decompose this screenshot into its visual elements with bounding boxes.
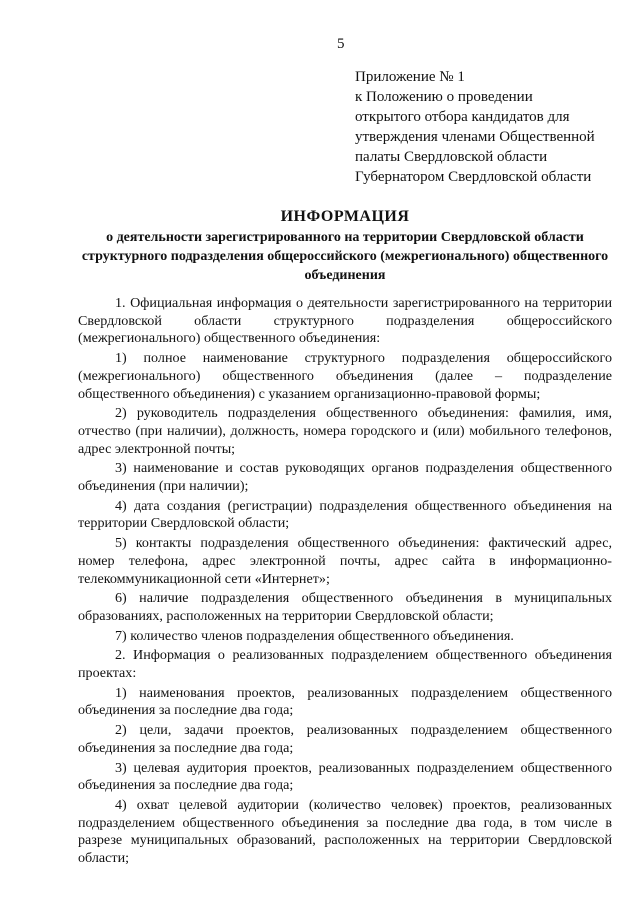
- appendix-line: открытого отбора кандидатов для: [355, 109, 570, 125]
- appendix-line: к Положению о проведении: [355, 89, 533, 105]
- appendix-header: [355, 67, 625, 187]
- paragraph: 7) количество членов подразделения общественного объединения.: [115, 627, 514, 644]
- paragraph: 1. Официальная информация о деятельности зарегистрированного на территории Свердловской области структурного подразделения общероссийского (межрегионального) общественного объединения:: [78, 295, 612, 347]
- title-main: ИНФОРМАЦИЯ: [280, 208, 410, 225]
- paragraph: 1) полное наименование структурного подразделения общероссийского (межрегионального) общественного объединения (далее – подразделение общественного объединения) с указанием организационно-правовой формы;: [78, 350, 612, 402]
- paragraph: 2. Информация о реализованных подразделением общественного объединения проектах:: [78, 647, 612, 682]
- title-subtitle: о деятельности зарегистрированного на территории Свердловской области структурного подразделения общероссийского (межрегионального) общественного объединения: [81, 230, 609, 283]
- paragraph: 6) наличие подразделения общественного объединения в муниципальных образованиях, расположенных на территории Свердловской области;: [78, 590, 612, 624]
- appendix-line: утверждения членами Общественной: [355, 129, 595, 145]
- paragraph: 4) дата создания (регистрации) подразделения общественного объединения на территории Свердловской области;: [78, 497, 612, 532]
- document-body: [78, 295, 612, 870]
- paragraph: 5) контакты подразделения общественного объединения: фактический адрес, номер телефона, адрес электронной почты, адрес сайта в информационно-телекоммуникационной сети «Интернет»;: [78, 535, 612, 587]
- appendix-line: Приложение № 1: [355, 69, 465, 85]
- paragraph: 4) охват целевой аудитории (количество человек) проектов, реализованных подразделением общественного объединения за последние два года, в том числе в разрезе муниципальных образований, расположенных на территории Свердловской области;: [78, 796, 612, 867]
- page-number: 5: [337, 36, 345, 52]
- paragraph: 1) наименования проектов, реализованных подразделением общественного объединения за последние два года;: [78, 684, 612, 719]
- paragraph: 2) цели, задачи проектов, реализованных подразделением общественного объединения за последние два года;: [78, 722, 612, 756]
- appendix-line: Губернатором Свердловской области: [355, 169, 592, 185]
- paragraph: 2) руководитель подразделения общественного объединения: фамилия, имя, отчество (при наличии), должность, номера городского и (или) мобильного телефонов, адрес электронной почты;: [78, 405, 612, 457]
- document-title: [78, 206, 612, 285]
- appendix-line: палаты Свердловской области: [355, 149, 548, 165]
- paragraph: 3) целевая аудитория проектов, реализованных подразделением общественного объединения за последние два года;: [78, 759, 612, 794]
- paragraph: 3) наименование и состав руководящих органов подразделения общественного объединения (при наличии);: [78, 460, 612, 495]
